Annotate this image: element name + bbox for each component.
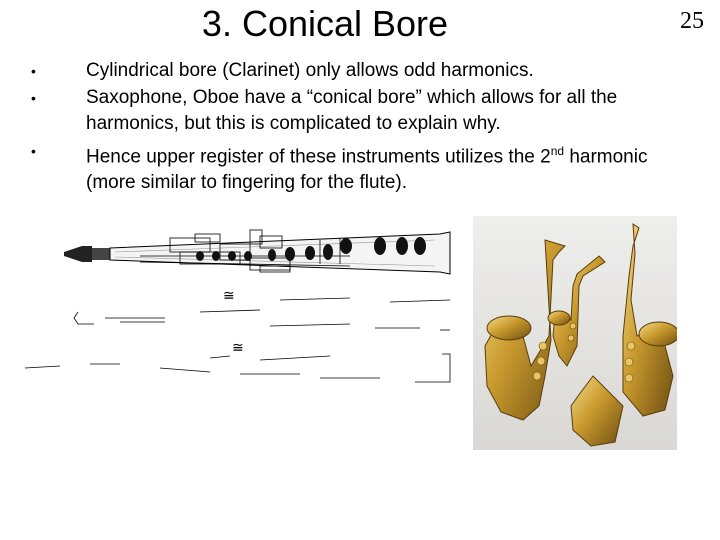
bullet-text: Cylindrical bore (Clarinet) only allows odd harmonics. bbox=[86, 60, 534, 81]
soprano-saxophone-drawing bbox=[20, 222, 460, 392]
ordinal-superscript: nd bbox=[550, 144, 565, 158]
slide-number: 25 bbox=[680, 8, 704, 34]
bullet-text-after: harmonic (more similar to fingering for the flute). bbox=[86, 146, 648, 194]
saxophone-body bbox=[64, 232, 450, 274]
saxophones-photo bbox=[473, 216, 677, 450]
bullet-text bbox=[86, 138, 690, 196]
bullet-marker: • bbox=[31, 143, 36, 159]
bullet-text: Saxophone, Oboe have a “conical bore” which allows for all the harmonics, but this is complicated to explain why. bbox=[86, 87, 618, 134]
bullet-item bbox=[0, 85, 690, 137]
bullet-item bbox=[0, 58, 690, 84]
approx-symbol: ≅ bbox=[223, 288, 235, 304]
slide-title: 3. Conical Bore bbox=[201, 3, 449, 44]
approx-symbol: ≅ bbox=[232, 340, 244, 356]
bullet-text-before: Hence upper register of these instruments utilizes the 2 bbox=[86, 146, 551, 168]
bullet-list bbox=[0, 58, 690, 197]
bullet-marker: • bbox=[31, 90, 36, 106]
bullet-item bbox=[0, 138, 690, 196]
bullet-marker: • bbox=[31, 63, 36, 79]
